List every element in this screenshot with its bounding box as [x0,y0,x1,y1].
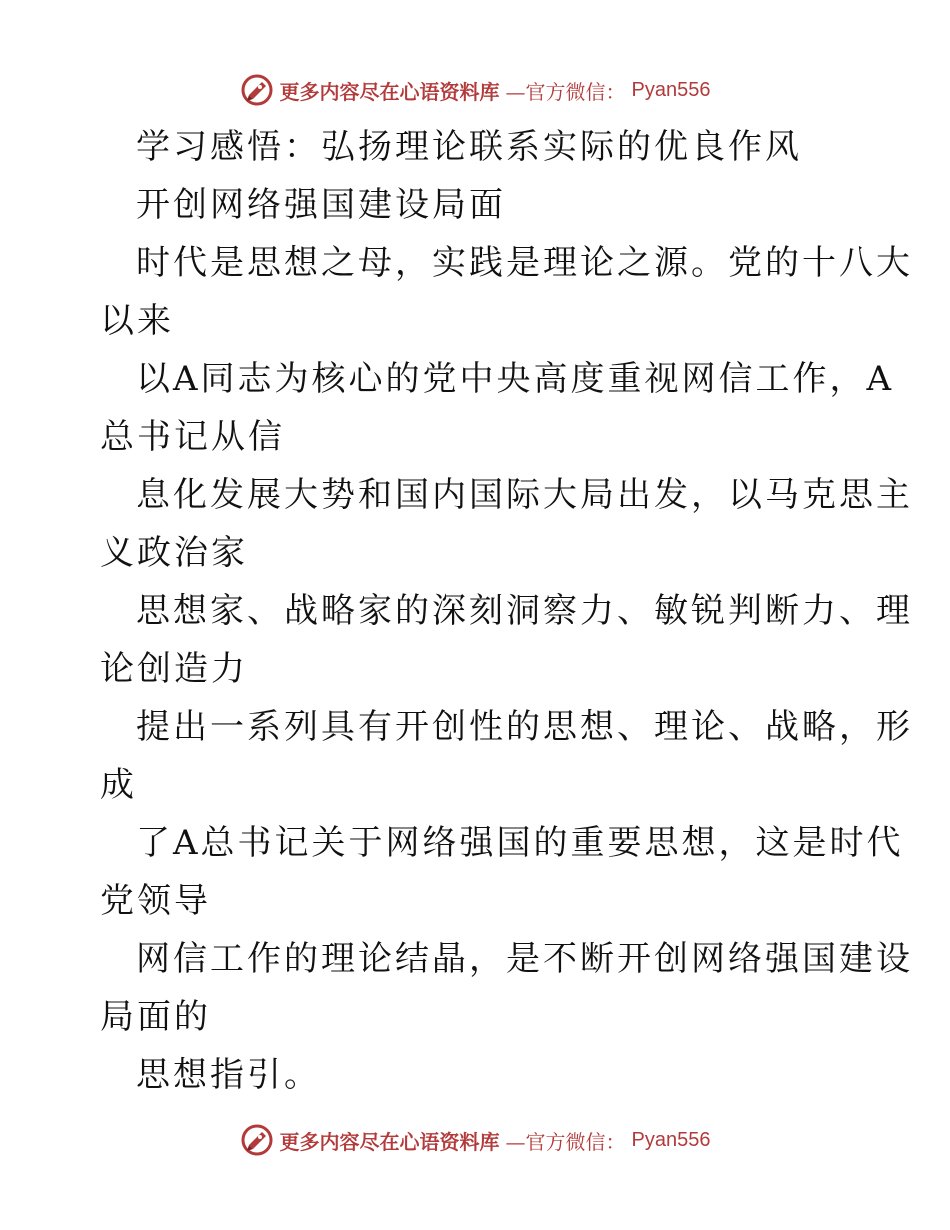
document-subtitle: 开创网络强国建设局面 [136,185,506,225]
paragraph-line: 成 [100,765,137,805]
paragraph-line: 总书记从信 [100,417,285,457]
paragraph-line: 局面的 [100,997,211,1037]
pen-logo-icon [240,1123,274,1157]
header-wechat-text: —官方微信： [505,79,626,104]
footer-wechat-id: Pyan556 [631,1128,711,1151]
paragraph-line: 时代是思想之母，实践是理论之源。党的十八大 [136,243,913,283]
paragraph-line: 义政治家 [100,533,248,573]
footer-wechat-text: —官方微信： [505,1129,626,1154]
paragraph-line: 网信工作的理论结晶，是不断开创网络强国建设 [136,939,913,979]
paragraph-line: 提出一系列具有开创性的思想、理论、战略，形 [136,707,913,747]
paragraph-line: 以A同志为核心的党中央高度重视网信工作，A [136,359,895,399]
paragraph-line: 思想指引。 [136,1055,321,1095]
paragraph-line: 息化发展大势和国内国际大局出发，以马克思主 [136,475,913,515]
paragraph-line: 思想家、战略家的深刻洞察力、敏锐判断力、理 [136,591,913,631]
paragraph-line: 论创造力 [100,649,248,689]
document-title: 学习感悟：弘扬理论联系实际的优良作风 [136,127,802,167]
paragraph-line: 了A总书记关于网络强国的重要思想，这是时代 [136,823,904,863]
header-wechat-id: Pyan556 [631,78,711,101]
paragraph-line: 党领导 [100,881,211,921]
header-banner [0,70,950,110]
document-body [100,118,913,1104]
pen-logo-icon [240,73,274,107]
footer-lead-text: 更多内容尽在心语资料库 [279,1129,500,1154]
header-lead-text: 更多内容尽在心语资料库 [279,79,500,104]
paragraph-line: 以来 [100,301,174,341]
footer-banner [0,1120,950,1160]
